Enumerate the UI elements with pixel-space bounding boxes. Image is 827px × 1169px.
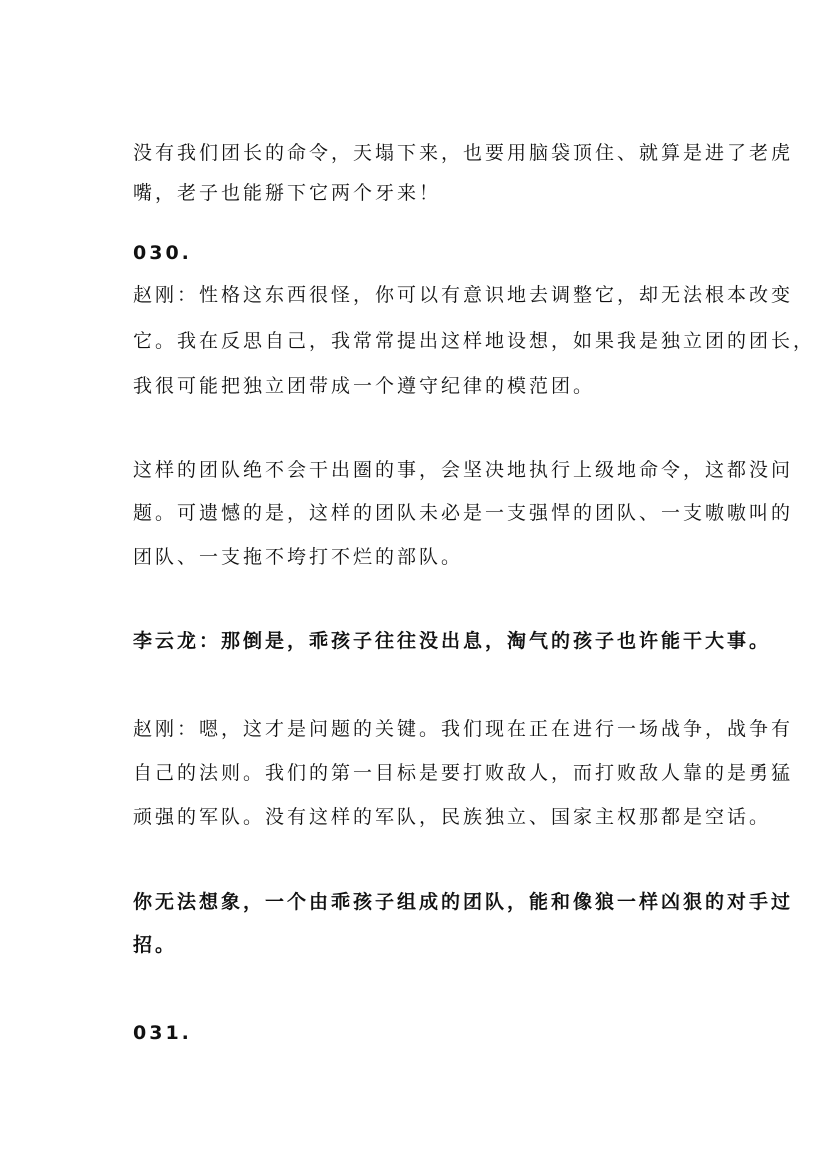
paragraph-line: 没有我们团长的命令，天塌下来，也要用脑袋顶住、就算是进了老虎	[133, 142, 794, 164]
section-number: 031.	[133, 1022, 192, 1044]
paragraph-line: 我很可能把独立团带成一个遵守纪律的模范团。	[133, 375, 596, 397]
paragraph-line: 自己的法则。我们的第一目标是要打败敌人，而打败敌人靠的是勇猛	[133, 762, 794, 784]
paragraph-line: 它。我在反思自己，我常常提出这样地设想，如果我是独立团的团长，	[133, 330, 816, 352]
bold-paragraph-line: 李云龙：那倒是，乖孩子往往没出息，淘气的孩子也许能干大事。	[133, 630, 772, 652]
paragraph-line: 团队、一支拖不垮打不烂的部队。	[133, 546, 464, 568]
paragraph-line: 题。可遗憾的是，这样的团队未必是一支强悍的团队、一支嗷嗷叫的	[133, 502, 794, 524]
paragraph-line: 这样的团队绝不会干出圈的事，会坚决地执行上级地命令，这都没问	[133, 459, 794, 481]
section-number: 030.	[133, 242, 192, 264]
paragraph-line: 赵刚：性格这东西很怪，你可以有意识地去调整它，却无法根本改变	[133, 284, 794, 306]
paragraph-line: 嘴，老子也能掰下它两个牙来！	[133, 182, 442, 204]
bold-paragraph-line: 招。	[133, 934, 178, 956]
paragraph-line: 赵刚：嗯，这才是问题的关键。我们现在正在进行一场战争，战争有	[133, 718, 794, 740]
paragraph-line: 顽强的军队。没有这样的军队，民族独立、国家主权那都是空话。	[133, 806, 772, 828]
bold-paragraph-line: 你无法想象，一个由乖孩子组成的团队，能和像狼一样凶狠的对手过	[133, 891, 794, 913]
